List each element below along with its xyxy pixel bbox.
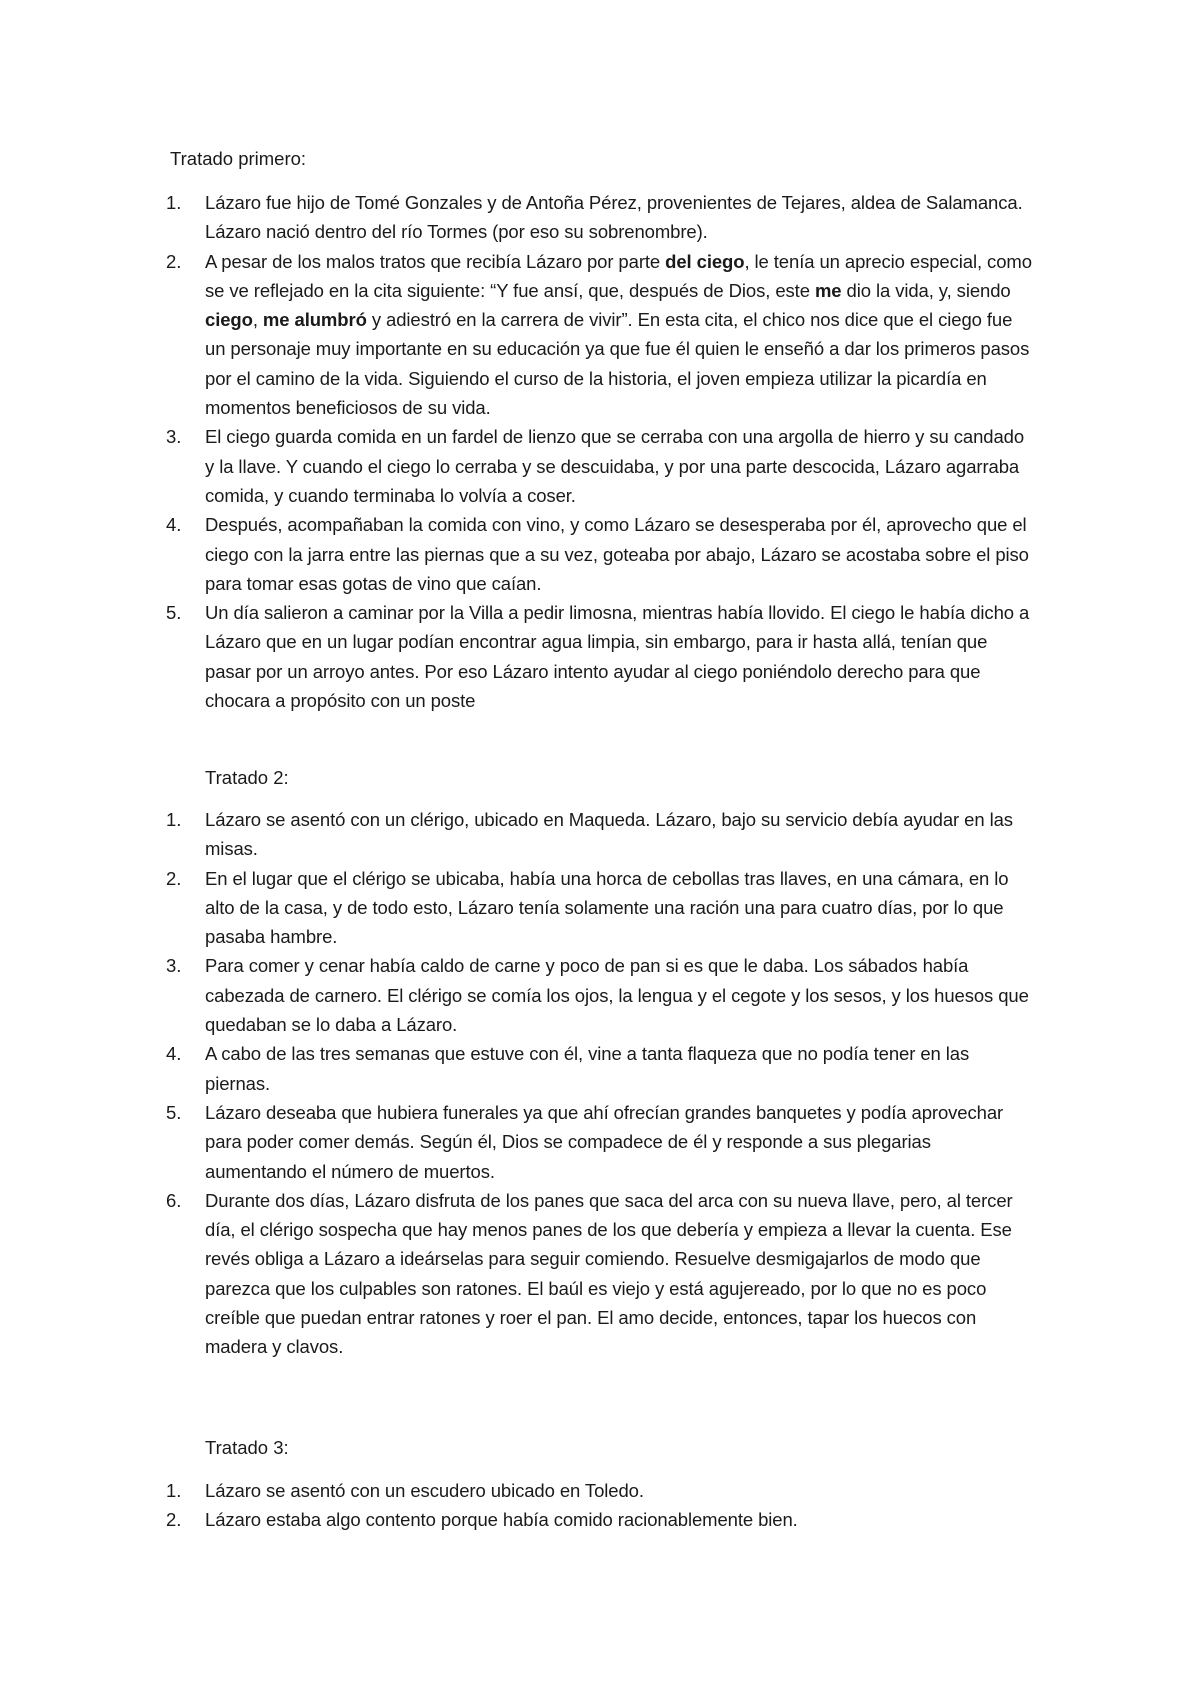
list-item: [166, 951, 1035, 1039]
item-number: 2.: [166, 250, 182, 272]
item-text: , le tenía un aprecio especial, como se ve reflejado en la cita siguiente: “Y fue ansí, que, después de Dios, este: [205, 250, 1032, 301]
item-number: 3.: [166, 426, 182, 448]
list-item: [166, 188, 1035, 247]
numbered-list: [166, 1476, 1035, 1535]
item-text: Después, acompañaban la comida con vino, y como Lázaro se desesperaba por él, aprovecho que el ciego con la jarra entre las piernas que a su vez, goteaba por abajo, Lázaro se acostaba sobre el piso para tomar esas gotas de vino que caían.: [205, 514, 1029, 594]
item-number: 2.: [166, 1509, 182, 1531]
item-text: Lázaro fue hijo de Tomé Gonzales y de Antoña Pérez, provenientes de Tejares, aldea de Salamanca. Lázaro nació dentro del río Tormes (por eso su sobrenombre).: [205, 192, 1023, 243]
list-item: [166, 1098, 1035, 1186]
list-item: [166, 1505, 1035, 1534]
section-heading: Tratado 2:: [205, 767, 289, 788]
list-item: [166, 864, 1035, 952]
item-number: 5.: [166, 1101, 182, 1123]
list-item: [166, 1476, 1035, 1505]
item-text: Para comer y cenar había caldo de carne y poco de pan si es que le daba. Los sábados había cabezada de carnero. El clérigo se comía los ojos, la lengua y el cegote y los sesos, y los huesos que quedaban se lo daba a Lázaro.: [205, 955, 1029, 1036]
list-item: [166, 247, 1035, 423]
item-text: y adiestró en la carrera de vivir”. En esta cita, el chico nos dice que el ciego fue un personaje muy importante en su educación ya que fue él quien le enseñó a dar los primeros pasos por el camino de la vida. Siguiendo el curso de la historia, el joven empieza utilizar la picardía en momentos beneficiosos de su vida.: [205, 309, 1030, 419]
item-text: Lázaro se asentó con un escudero ubicado en Toledo.: [205, 1480, 644, 1501]
list-item: [166, 1039, 1035, 1098]
item-number: 1.: [166, 192, 182, 213]
item-number: 4.: [166, 514, 182, 536]
list-item: [166, 1186, 1035, 1362]
item-text: A pesar de los malos tratos que recibía Lázaro por parte: [205, 250, 666, 272]
item-text: Un día salieron a caminar por la Villa a pedir limosna, mientras había llovido. El ciego le había dicho a Lázaro que en un lugar podían encontrar agua limpia, sin embargo, para ir hasta allá, tenían que pasar por un arroyo antes. Por eso Lázaro intento ayudar al ciego poniéndolo derecho para que chocara a propósito con un poste: [205, 602, 1030, 712]
item-text: Durante dos días, Lázaro disfruta de los panes que saca del arca con su nueva llave, pero, al tercer día, el clérigo sospecha que hay menos panes de los que debería y empieza a llevar la cuenta. Ese revés obliga a Lázaro a ideárselas para seguir comiendo. Resuelve desmigajarlos de modo que parezca que los culpables son ratones. El baúl es viejo y está agujereado, por lo que no es poco creíble que puedan entrar ratones y roer el pan. El amo decide, entonces, tapar los huecos con madera y clavos.: [205, 1189, 1013, 1358]
section-heading: Tratado primero:: [170, 148, 307, 169]
list-item: [166, 598, 1035, 715]
item-number: 6.: [166, 1189, 182, 1211]
item-text: Lázaro deseaba que hubiera funerales ya que ahí ofrecían grandes banquetes y podía aprovechar para poder comer demás. Según él, Dios se compadece de él y responde a sus plegarias aumentando el número de muertos.: [205, 1101, 1004, 1182]
item-text: Lázaro se asentó con un clérigo, ubicado en Maqueda. Lázaro, bajo su servicio debía ayudar en las misas.: [205, 809, 1013, 860]
item-text-bold: ciego: [205, 309, 253, 331]
item-number: 2.: [166, 867, 182, 889]
item-text: ,: [252, 309, 263, 331]
item-number: 4.: [166, 1043, 182, 1065]
numbered-list: [166, 188, 1035, 715]
item-text-bold: me: [814, 279, 842, 301]
item-text-bold: me alumbró: [262, 309, 367, 331]
item-text: Lázaro estaba algo contento porque había comido racionablemente bien.: [205, 1509, 798, 1531]
item-number: 1.: [166, 809, 182, 830]
item-number: 1.: [166, 1480, 182, 1501]
item-text-bold: del ciego: [665, 250, 745, 272]
item-number: 5.: [166, 602, 182, 624]
item-text: dio la vida, y, siendo: [841, 279, 1011, 301]
item-text: A cabo de las tres semanas que estuve con él, vine a tanta flaqueza que no podía tener en las piernas.: [205, 1043, 970, 1094]
numbered-list: [166, 805, 1035, 1362]
item-text: En el lugar que el clérigo se ubicaba, había una horca de cebollas tras llaves, en una cámara, en lo alto de la casa, y de todo esto, Lázaro tenía solamente una ración una para cuatro días, por lo que pasaba hambre.: [205, 867, 1009, 948]
item-text: El ciego guarda comida en un fardel de lienzo que se cerraba con una argolla de hierro y su candado y la llave. Y cuando el ciego lo cerraba y se descuidaba, y por una parte descocida, Lázaro agarraba comida, y cuando terminaba lo volvía a coser.: [205, 426, 1025, 506]
list-item: [166, 805, 1035, 864]
list-item: [166, 510, 1035, 598]
section-heading: Tratado 3:: [205, 1437, 289, 1458]
item-number: 3.: [166, 955, 182, 977]
list-item: [166, 422, 1035, 510]
